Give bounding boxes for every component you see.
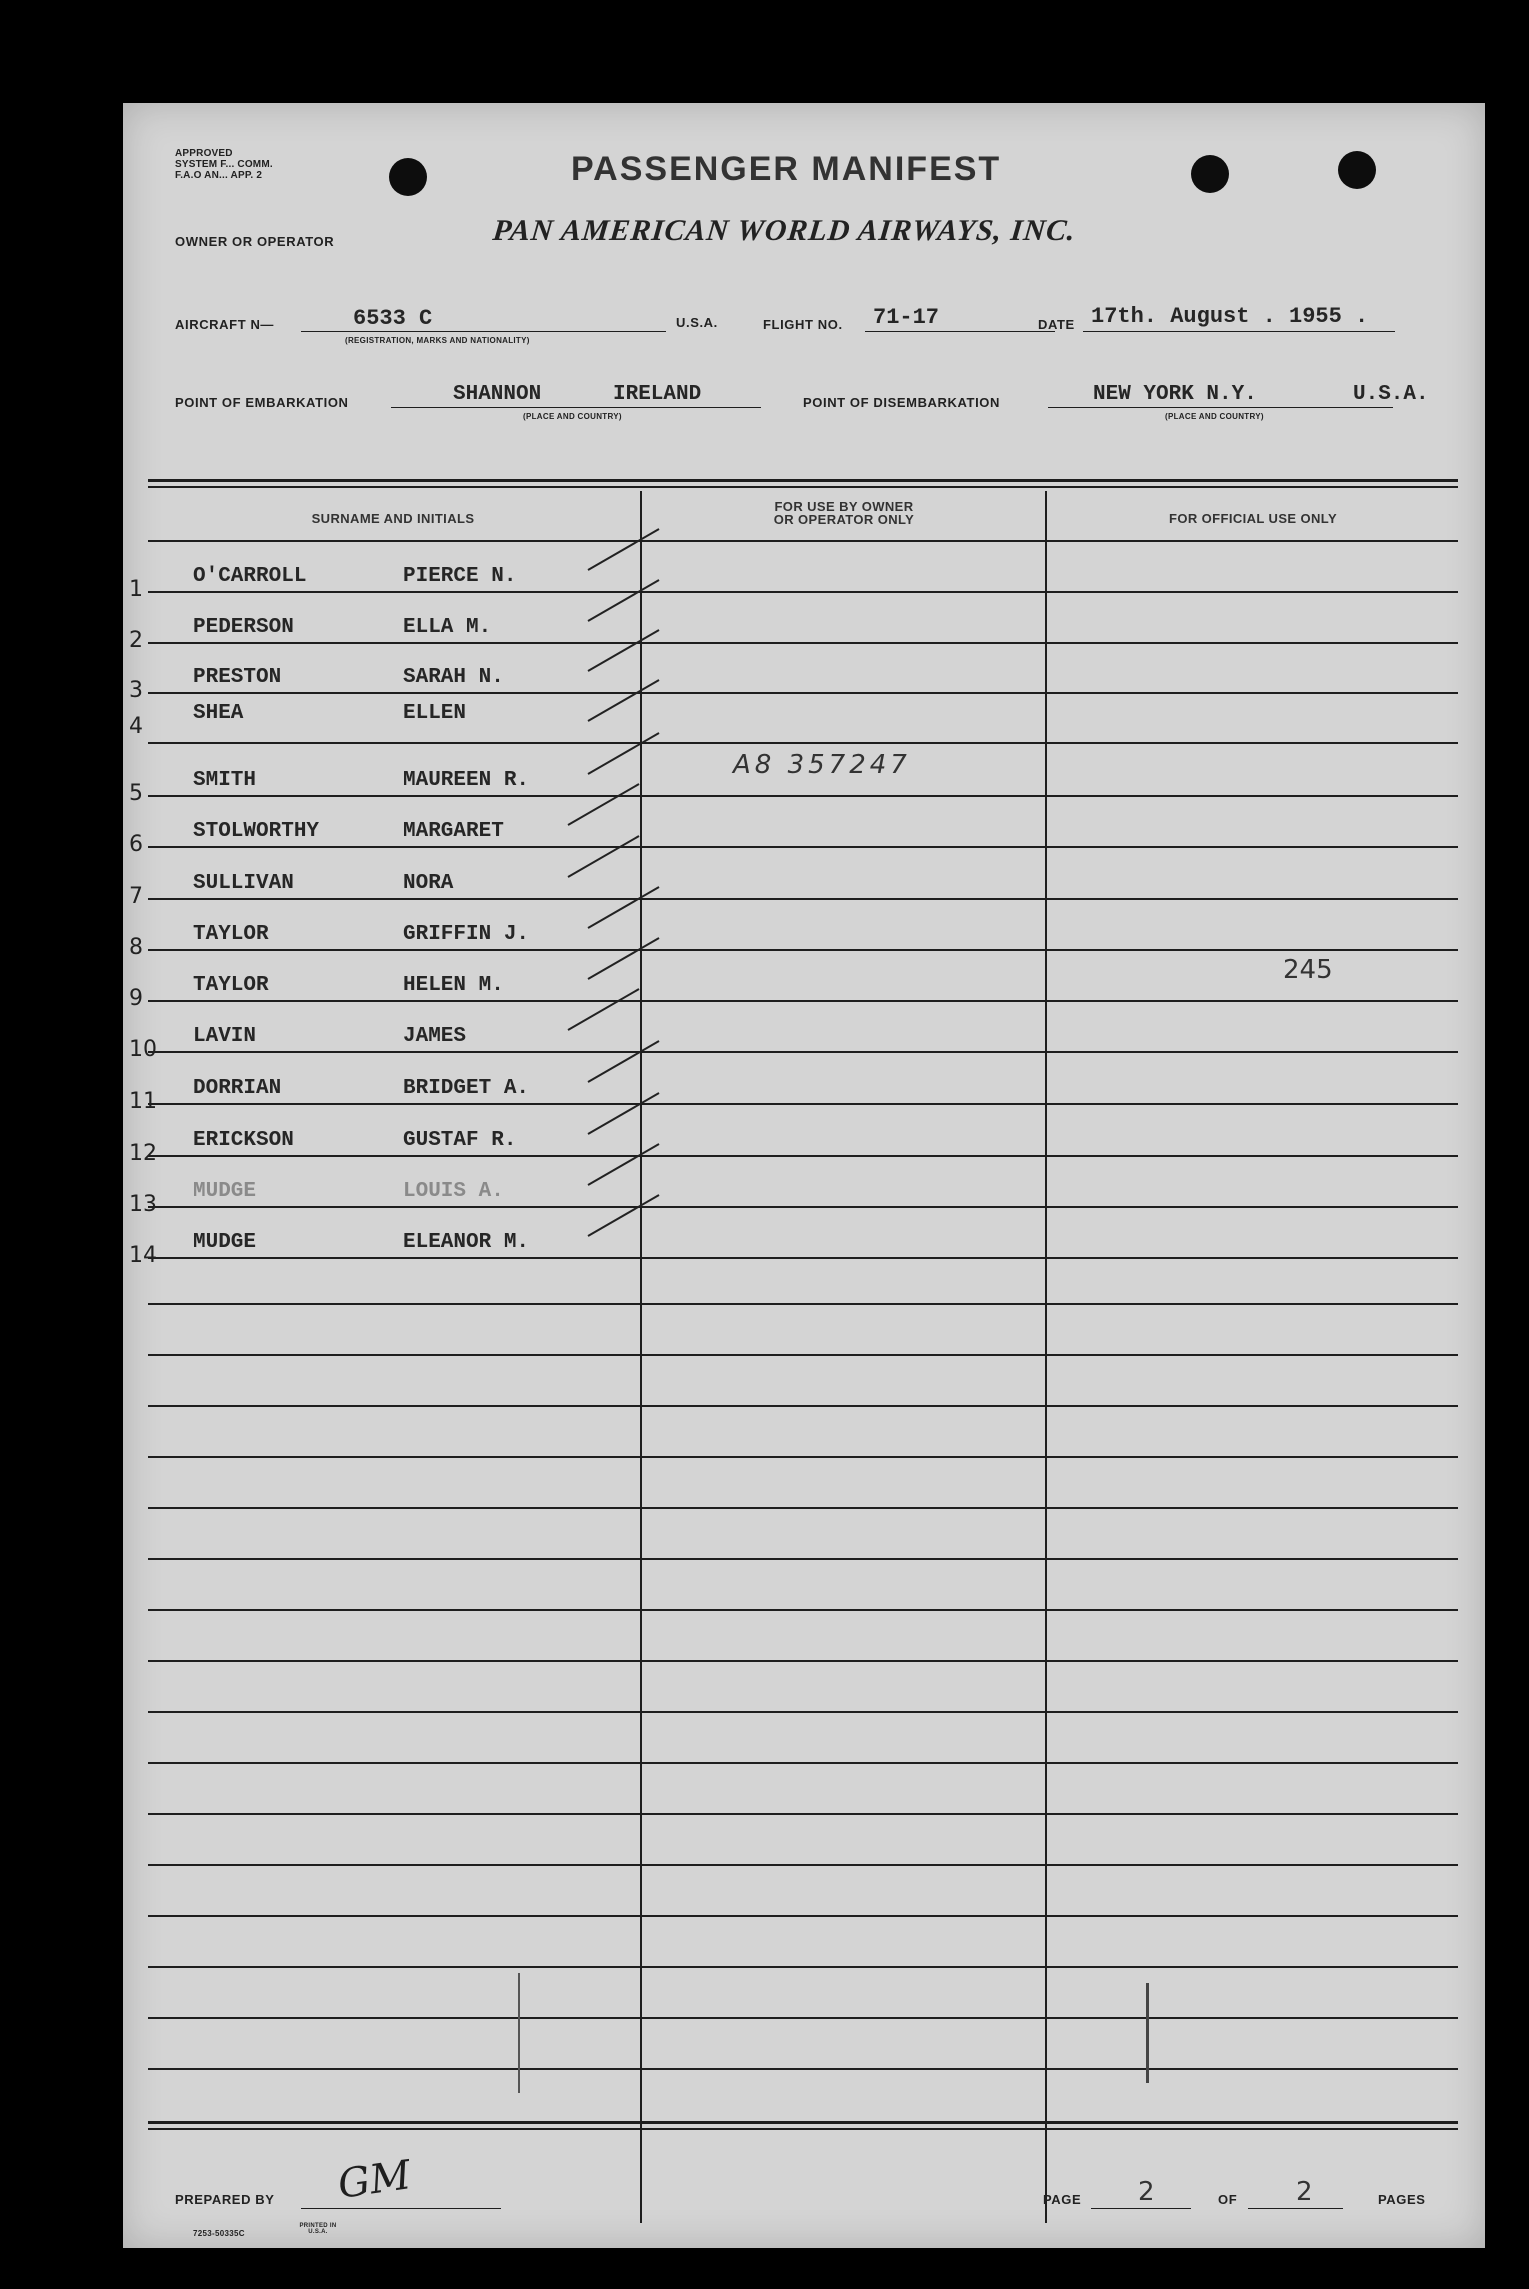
- row-number: 10: [129, 1037, 157, 1062]
- prepared-by-underline: [301, 2208, 501, 2209]
- disembarkation-country: U.S.A.: [1353, 383, 1429, 406]
- table-bottom-rule: [148, 2128, 1458, 2130]
- row-number: 3: [129, 678, 143, 703]
- passenger-surname: PEDERSON: [193, 616, 294, 639]
- row-rule: [148, 1051, 1458, 1053]
- row-rule: [148, 1966, 1458, 1968]
- usa-label: U.S.A.: [676, 315, 718, 330]
- passenger-surname: PRESTON: [193, 666, 282, 689]
- row-number: 8: [129, 935, 143, 960]
- form-number: 7253-50335C: [193, 2229, 245, 2238]
- aircraft-value: 6533 C: [353, 306, 433, 331]
- row-number: 12: [129, 1141, 157, 1166]
- owner-note-row5: A8 357247: [733, 750, 911, 780]
- row-rule: [148, 692, 1458, 694]
- aircraft-underline: [301, 331, 666, 332]
- passenger-surname: SMITH: [193, 769, 257, 792]
- passenger-given-name: BRIDGET A.: [403, 1077, 530, 1100]
- column-header-owner: [643, 500, 1045, 526]
- column-header-official: FOR OFFICIAL USE ONLY: [1168, 511, 1338, 526]
- row-rule: [148, 1813, 1458, 1815]
- passenger-surname: STOLWORTHY: [193, 820, 320, 843]
- check-stroke: [588, 579, 660, 622]
- punch-hole: [1191, 155, 1229, 193]
- row-rule: [148, 1354, 1458, 1356]
- row-number: 13: [129, 1192, 157, 1217]
- row-rule: [148, 1660, 1458, 1662]
- printed-stamp: PRINTED IN U.S.A.: [299, 2223, 337, 2235]
- check-stroke: [588, 886, 660, 929]
- page-label: PAGE: [1043, 2192, 1082, 2207]
- passenger-given-name: ELLEN: [403, 702, 467, 725]
- passenger-given-name: NORA: [403, 872, 454, 895]
- row-rule: [148, 1609, 1458, 1611]
- row-rule: [148, 1456, 1458, 1458]
- table-top-rule: [148, 479, 1458, 482]
- passenger-surname: ERICKSON: [193, 1129, 294, 1152]
- stray-mark: [1146, 1983, 1149, 2083]
- aircraft-sublabel: (REGISTRATION, MARKS AND NATIONALITY): [345, 336, 530, 345]
- row-number: 2: [129, 628, 143, 653]
- check-stroke: [588, 528, 660, 571]
- disembarkation-city: NEW YORK N.Y.: [1093, 383, 1257, 406]
- check-stroke: [588, 629, 660, 672]
- passenger-given-name: ELEANOR M.: [403, 1231, 530, 1254]
- disembarkation-label: POINT OF DISEMBARKATION: [803, 395, 1000, 410]
- row-rule: [148, 898, 1458, 900]
- date-underline: [1083, 331, 1395, 332]
- passenger-given-name: MARGARET: [403, 820, 504, 843]
- passenger-surname: SULLIVAN: [193, 872, 294, 895]
- column-divider: [640, 491, 642, 2223]
- pages-label: PAGES: [1378, 2192, 1426, 2207]
- row-number: 9: [129, 986, 143, 1011]
- row-number: 5: [129, 781, 143, 806]
- flight-value: 71-17: [873, 305, 940, 330]
- row-rule: [148, 1303, 1458, 1305]
- row-number: 6: [129, 832, 143, 857]
- passenger-surname: TAYLOR: [193, 974, 269, 997]
- check-stroke: [568, 783, 640, 826]
- row-number: 7: [129, 884, 143, 909]
- punch-hole: [1338, 151, 1376, 189]
- check-stroke: [588, 679, 660, 722]
- operator-name: PAN AMERICAN WORLD AIRWAYS, INC.: [491, 214, 1078, 247]
- row-rule: [148, 1558, 1458, 1560]
- page-underline: [1091, 2208, 1191, 2209]
- date-value: 17th. August . 1955 .: [1091, 304, 1369, 329]
- passenger-surname: SHEA: [193, 702, 244, 725]
- check-stroke: [568, 988, 640, 1031]
- flight-label: FLIGHT NO.: [763, 317, 843, 332]
- punch-hole: [389, 158, 427, 196]
- column-header-owner-line: OR OPERATOR ONLY: [773, 512, 915, 527]
- official-note-row9: 245: [1283, 955, 1333, 985]
- check-stroke: [588, 1092, 660, 1135]
- embarkation-label: POINT OF EMBARKATION: [175, 395, 349, 410]
- passenger-surname: DORRIAN: [193, 1077, 282, 1100]
- embarkation-underline: [391, 407, 761, 408]
- check-stroke: [588, 732, 660, 775]
- passenger-given-name: SARAH N.: [403, 666, 504, 689]
- row-rule: [148, 1206, 1458, 1208]
- row-number: 11: [129, 1089, 157, 1114]
- passenger-surname: MUDGE: [193, 1180, 257, 1203]
- row-rule: [148, 1915, 1458, 1917]
- row-rule: [148, 1000, 1458, 1002]
- row-rule: [148, 1507, 1458, 1509]
- embarkation-sublabel: (PLACE AND COUNTRY): [523, 412, 622, 421]
- passenger-surname: O'CARROLL: [193, 565, 307, 588]
- prepared-by-label: PREPARED BY: [175, 2192, 275, 2207]
- aircraft-label: AIRCRAFT N—: [175, 317, 275, 332]
- approval-line: APPROVED: [175, 148, 233, 159]
- passenger-surname: MUDGE: [193, 1231, 257, 1254]
- column-header-surname: SURNAME AND INITIALS: [311, 511, 475, 526]
- check-stroke: [568, 835, 640, 878]
- check-stroke: [588, 937, 660, 980]
- check-stroke: [588, 1143, 660, 1186]
- check-stroke: [588, 1194, 660, 1237]
- approval-stamp: [175, 148, 273, 181]
- passenger-given-name: MAUREEN R.: [403, 769, 530, 792]
- row-number: 1: [129, 577, 143, 602]
- row-number: 14: [129, 1243, 157, 1268]
- passenger-given-name: PIERCE N.: [403, 565, 517, 588]
- approval-line: SYSTEM F... COMM.: [175, 159, 273, 170]
- row-rule: [148, 591, 1458, 593]
- prepared-by-signature: GM: [335, 2152, 414, 2208]
- passenger-given-name: HELEN M.: [403, 974, 504, 997]
- row-rule: [148, 1103, 1458, 1105]
- owner-label: OWNER OR OPERATOR: [175, 234, 335, 249]
- manifest-page: [123, 103, 1485, 2248]
- row-rule: [148, 846, 1458, 848]
- header-rule: [148, 540, 1458, 542]
- check-stroke: [588, 1040, 660, 1083]
- row-rule: [148, 2068, 1458, 2070]
- column-divider: [1045, 491, 1047, 2223]
- page-number: 2: [1138, 2177, 1155, 2207]
- row-rule: [148, 1762, 1458, 1764]
- stray-mark: [518, 1973, 520, 2093]
- row-rule: [148, 795, 1458, 797]
- of-label: OF: [1218, 2192, 1238, 2207]
- table-top-rule: [148, 486, 1458, 488]
- passenger-given-name: ELLA M.: [403, 616, 492, 639]
- passenger-surname: LAVIN: [193, 1025, 257, 1048]
- flight-underline: [865, 331, 1055, 332]
- row-rule: [148, 1155, 1458, 1157]
- row-rule: [148, 642, 1458, 644]
- passenger-given-name: JAMES: [403, 1025, 467, 1048]
- row-number: 4: [129, 714, 143, 739]
- disembarkation-sublabel: (PLACE AND COUNTRY): [1165, 412, 1264, 421]
- row-rule: [148, 1711, 1458, 1713]
- embarkation-country: IRELAND: [613, 383, 702, 406]
- page-total-underline: [1248, 2208, 1343, 2209]
- column-header-owner-line: FOR USE BY OWNER: [774, 499, 914, 514]
- date-label: DATE: [1038, 317, 1075, 332]
- passenger-surname: TAYLOR: [193, 923, 269, 946]
- table-bottom-rule: [148, 2121, 1458, 2124]
- page-total: 2: [1296, 2177, 1313, 2207]
- row-rule: [148, 1257, 1458, 1259]
- embarkation-city: SHANNON: [453, 383, 542, 406]
- form-title: PASSENGER MANIFEST: [571, 150, 1002, 188]
- passenger-given-name: LOUIS A.: [403, 1180, 504, 1203]
- approval-line: F.A.O AN... APP. 2: [175, 170, 263, 181]
- row-rule: [148, 2017, 1458, 2019]
- disembarkation-underline: [1048, 407, 1393, 408]
- passenger-given-name: GUSTAF R.: [403, 1129, 517, 1152]
- passenger-given-name: GRIFFIN J.: [403, 923, 530, 946]
- row-rule: [148, 1864, 1458, 1866]
- row-rule: [148, 949, 1458, 951]
- row-rule: [148, 742, 1458, 744]
- row-rule: [148, 1405, 1458, 1407]
